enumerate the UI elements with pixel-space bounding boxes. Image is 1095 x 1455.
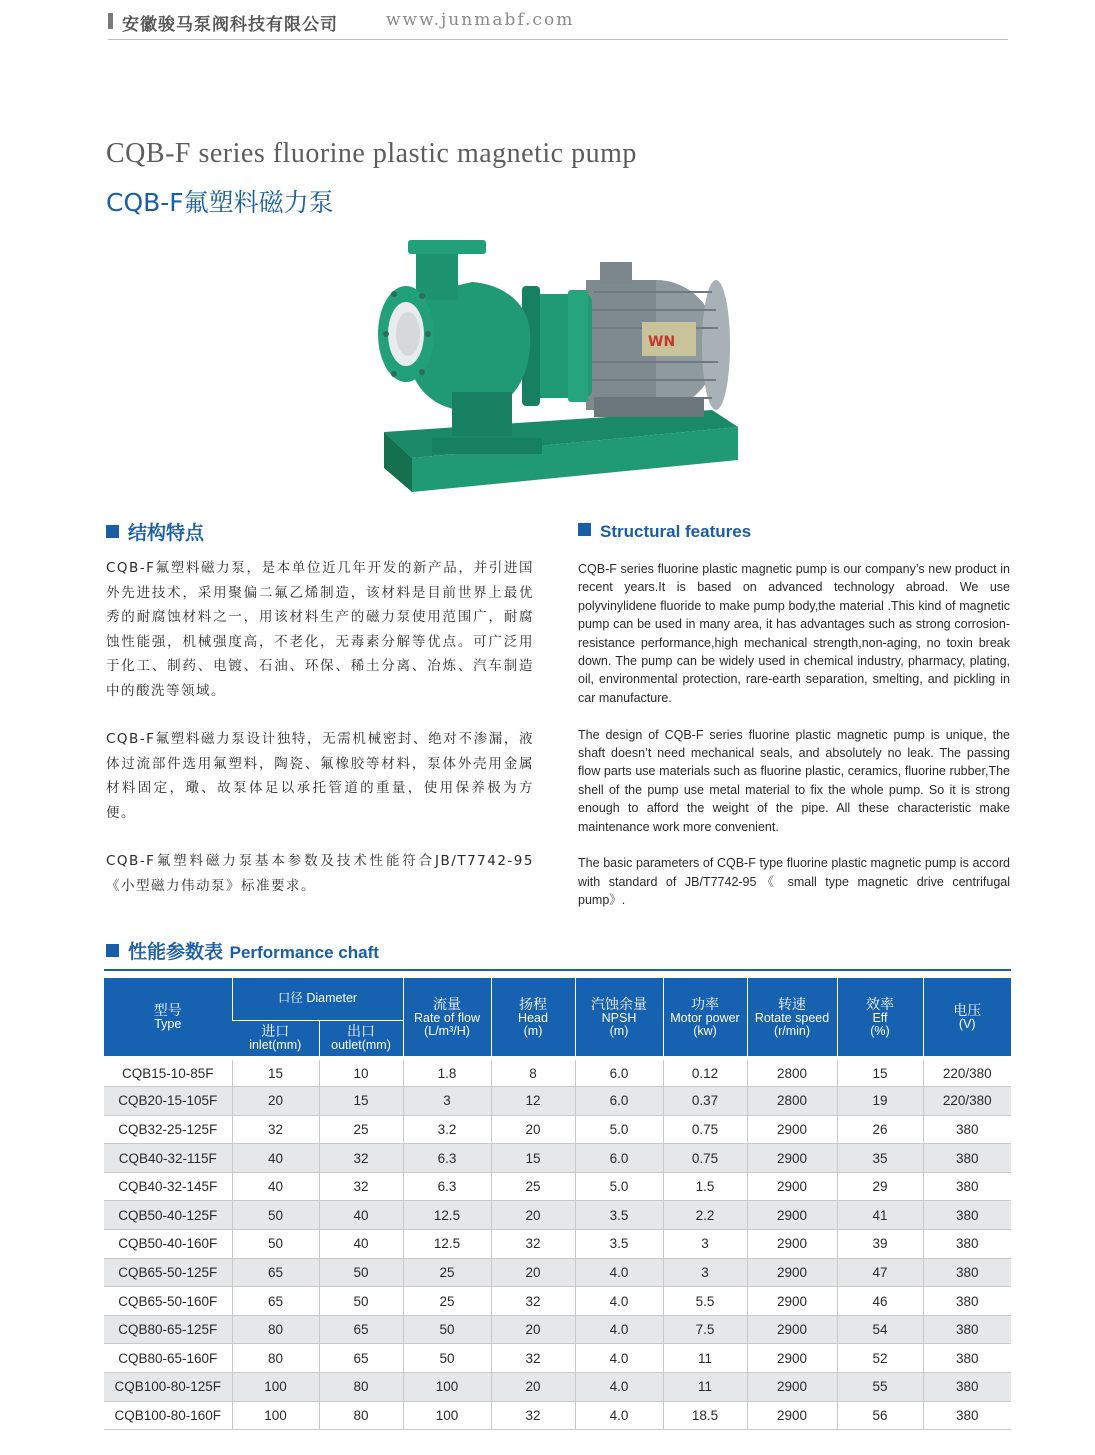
performance-divider [104,969,1011,971]
table-cell: 5.0 [575,1172,663,1201]
bullet-square-icon [106,525,119,538]
table-row [104,1315,1011,1344]
table-cell: 6.3 [403,1144,491,1173]
table-cell: 20 [491,1315,575,1344]
table-cell: 380 [923,1144,1011,1173]
table-cell: 3 [403,1087,491,1116]
bullet-square-icon [578,523,591,536]
table-cell: 55 [837,1373,923,1402]
table-cell: 6.0 [575,1144,663,1173]
description-en [578,560,1010,928]
table-cell: 20 [491,1115,575,1144]
table-cell: 52 [837,1344,923,1373]
svg-text:WN: WN [648,334,676,350]
bullet-square-icon [106,944,119,957]
table-cell: 11 [663,1344,747,1373]
table-cell: 380 [923,1401,1011,1430]
table-cell: 32 [232,1115,319,1144]
table-cell: 2.2 [663,1201,747,1230]
table-cell: 2900 [747,1258,837,1287]
table-cell: 5.0 [575,1115,663,1144]
table-cell: 7.5 [663,1315,747,1344]
table-cell: 50 [232,1201,319,1230]
table-row [104,1172,1011,1201]
cell-model: CQB65-50-160F [104,1287,232,1316]
en-paragraph: The design of CQB-F series fluorine plastic magnetic pump is unique, the shaft doesn’t need mechanical seals, and absolutely no leak. The passing flow parts use materials such as fluorine plastic, ceramics, fluorine rubber,The shell of the pump use metal material to fix the whole pump. So it is strong enough to afford the weight of the pipe. All these characteristic make maintenance work more convenient. [578,727,1010,834]
section-heading-en: Structural features [578,522,751,542]
table-row [104,1287,1011,1316]
table-cell: 4.0 [575,1373,663,1402]
table-row [104,1230,1011,1259]
table-cell: 12.5 [403,1230,491,1259]
table-cell: 4.0 [575,1287,663,1316]
header-accent-bar [108,13,113,29]
table-cell: 2900 [747,1201,837,1230]
table-cell: 80 [319,1373,403,1402]
header-eff: 效率 Eff (%) [837,978,923,1058]
table-cell: 15 [232,1058,319,1087]
table-cell: 40 [319,1230,403,1259]
table-cell: 380 [923,1172,1011,1201]
cn-paragraph: CQB-F氟塑料磁力泵，是本单位近几年开发的新产品，并引进国外先进技术，采用聚偏二氟乙烯制造，该材料是目前世界上最优秀的耐腐蚀材料之一，用该材料生产的磁力泵使用范围广，耐腐蚀性能强，机械强度高，不老化，无毒素分解等优点。可广泛用于化工、制药、电镀、石油、环保、稀土分离、冶炼、汽车制造中的酸洗等领域。 [106,560,534,699]
table-cell: 40 [232,1144,319,1173]
table-cell: 25 [319,1115,403,1144]
table-cell: 4.0 [575,1315,663,1344]
page-title-en: CQB-F series fluorine plastic magnetic pump [106,138,637,169]
table-cell: 220/380 [923,1058,1011,1087]
table-row [104,1258,1011,1287]
cell-model: CQB50-40-125F [104,1201,232,1230]
header-voltage: 电压 (V) [923,978,1011,1058]
company-name: 安徽骏马泵阀科技有限公司 [122,15,338,35]
cn-paragraph: CQB-F氟塑料磁力泵设计独特，无需机械密封、绝对不渗漏，液体过流部件选用氟塑料，陶瓷、氟橡胶等材料，泵体外壳用金属材料固定，璥、故泵体足以承托管道的重量，使用保养极为方便。 [106,731,534,821]
table-cell: 4.0 [575,1258,663,1287]
table-row [104,1373,1011,1402]
cell-model: CQB65-50-125F [104,1258,232,1287]
table-cell: 380 [923,1115,1011,1144]
table-cell: 2800 [747,1087,837,1116]
table-cell: 15 [491,1144,575,1173]
table-cell: 4.0 [575,1344,663,1373]
cell-model: CQB80-65-160F [104,1344,232,1373]
table-cell: 8 [491,1058,575,1087]
table-cell: 380 [923,1287,1011,1316]
table-cell: 29 [837,1172,923,1201]
table-cell: 3 [663,1230,747,1259]
table-row [104,1087,1011,1116]
cell-model: CQB100-80-125F [104,1373,232,1402]
table-cell: 2900 [747,1401,837,1430]
table-cell: 25 [403,1287,491,1316]
description-cn [106,556,534,922]
table-cell: 3.5 [575,1201,663,1230]
table-cell: 3.5 [575,1230,663,1259]
table-cell: 80 [319,1401,403,1430]
cell-model: CQB40-32-115F [104,1144,232,1173]
company-url: www.junmabf.com [386,10,575,30]
table-cell: 6.3 [403,1172,491,1201]
en-paragraph: CQB-F series fluorine plastic magnetic pump is our company’s new product in recent years.It is based on advanced technology abroad. We use polyvinylidene fluoride to make pump body,the material .This kind of magnetic pump can be used in many area, it has advantages such as strong corrosion-resistance performance,high mechanical strength,non-aging, no toxin break down. The pump can be widely used in chemical industry, pharmacy, plating, oil, environmental protection, rare-earth separation, smelting, and pickling in car manufacture. [578,562,1010,705]
table-cell: 32 [491,1344,575,1373]
cell-model: CQB50-40-160F [104,1230,232,1259]
table-cell: 2900 [747,1287,837,1316]
table-row [104,1344,1011,1373]
table-cell: 50 [232,1230,319,1259]
table-cell: 18.5 [663,1401,747,1430]
section-heading-cn: 结构特点 [106,518,204,545]
table-cell: 56 [837,1401,923,1430]
table-cell: 20 [491,1373,575,1402]
table-cell: 220/380 [923,1087,1011,1116]
table-cell: 80 [232,1315,319,1344]
table-row [104,1401,1011,1430]
table-cell: 35 [837,1144,923,1173]
table-cell: 65 [319,1315,403,1344]
table-cell: 32 [491,1401,575,1430]
table-cell: 32 [319,1172,403,1201]
table-cell: 380 [923,1344,1011,1373]
en-paragraph: The basic parameters of CQB-F type fluorine plastic magnetic pump is accord with standard of JB/T7742-95《 small type magnetic drive centrifugal pump》. [578,856,1010,908]
table-cell: 100 [232,1401,319,1430]
table-cell: 0.37 [663,1087,747,1116]
table-cell: 46 [837,1287,923,1316]
table-cell: 4.0 [575,1401,663,1430]
table-cell: 380 [923,1258,1011,1287]
table-cell: 19 [837,1087,923,1116]
header-flow: 流量 Rate of flow (L/m³/H) [403,978,491,1058]
performance-table-body [104,1058,1011,1430]
performance-heading: 性能参数表 Performance chaft [106,937,379,964]
table-cell: 2900 [747,1373,837,1402]
table-cell: 2900 [747,1230,837,1259]
table-cell: 32 [491,1230,575,1259]
performance-table [104,978,1011,1430]
table-row [104,1201,1011,1230]
pump-product-image [372,232,742,500]
page-header [108,8,1008,40]
page-title-cn: CQB-F氟塑料磁力泵 [106,188,334,217]
table-cell: 12.5 [403,1201,491,1230]
table-cell: 10 [319,1058,403,1087]
table-cell: 2900 [747,1344,837,1373]
table-cell: 50 [403,1344,491,1373]
table-cell: 47 [837,1258,923,1287]
table-cell: 2800 [747,1058,837,1087]
table-cell: 100 [232,1373,319,1402]
table-cell: 12 [491,1087,575,1116]
table-cell: 20 [491,1201,575,1230]
header-outlet: 出口 outlet(mm) [319,1020,403,1058]
table-cell: 20 [491,1258,575,1287]
header-inlet: 进口 inlet(mm) [232,1020,319,1058]
table-cell: 15 [837,1058,923,1087]
table-cell: 100 [403,1401,491,1430]
table-cell: 380 [923,1315,1011,1344]
table-cell: 0.75 [663,1115,747,1144]
table-cell: 100 [403,1373,491,1402]
table-cell: 380 [923,1373,1011,1402]
cell-model: CQB40-32-145F [104,1172,232,1201]
table-cell: 32 [491,1287,575,1316]
table-cell: 1.8 [403,1058,491,1087]
table-row [104,1115,1011,1144]
table-cell: 25 [403,1258,491,1287]
table-cell: 26 [837,1115,923,1144]
table-cell: 15 [319,1087,403,1116]
table-cell: 25 [491,1172,575,1201]
header-head: 扬程 Head (m) [491,978,575,1058]
header-diameter: 口径 Diameter [232,978,403,1020]
table-cell: 380 [923,1230,1011,1259]
table-cell: 2900 [747,1115,837,1144]
table-cell: 3.2 [403,1115,491,1144]
table-cell: 0.75 [663,1144,747,1173]
table-row [104,1058,1011,1087]
cn-paragraph: CQB-F氟塑料磁力泵基本参数及技术性能符合JB/T7742-95《小型磁力伟动泵》标准要求。 [106,853,534,894]
table-cell: 20 [232,1087,319,1116]
table-cell: 39 [837,1230,923,1259]
table-cell: 2900 [747,1315,837,1344]
table-cell: 1.5 [663,1172,747,1201]
table-cell: 40 [232,1172,319,1201]
table-cell: 5.5 [663,1287,747,1316]
header-type: 型号 Type [104,978,232,1058]
table-cell: 80 [232,1344,319,1373]
table-cell: 54 [837,1315,923,1344]
header-speed: 转速 Rotate speed (r/min) [747,978,837,1058]
table-row [104,1144,1011,1173]
table-cell: 2900 [747,1172,837,1201]
table-cell: 65 [232,1258,319,1287]
cell-model: CQB80-65-125F [104,1315,232,1344]
table-cell: 41 [837,1201,923,1230]
cell-model: CQB20-15-105F [104,1087,232,1116]
table-cell: 32 [319,1144,403,1173]
cell-model: CQB32-25-125F [104,1115,232,1144]
table-cell: 50 [319,1258,403,1287]
table-cell: 6.0 [575,1058,663,1087]
table-cell: 3 [663,1258,747,1287]
cell-model: CQB100-80-160F [104,1401,232,1430]
header-npsh: 汽蚀余量 NPSH (m) [575,978,663,1058]
table-cell: 50 [403,1315,491,1344]
table-cell: 40 [319,1201,403,1230]
cell-model: CQB15-10-85F [104,1058,232,1087]
header-power: 功率 Motor power (kw) [663,978,747,1058]
table-cell: 0.12 [663,1058,747,1087]
table-cell: 380 [923,1201,1011,1230]
table-cell: 65 [319,1344,403,1373]
table-cell: 65 [232,1287,319,1316]
table-cell: 6.0 [575,1087,663,1116]
table-cell: 2900 [747,1144,837,1173]
table-cell: 11 [663,1373,747,1402]
table-cell: 50 [319,1287,403,1316]
